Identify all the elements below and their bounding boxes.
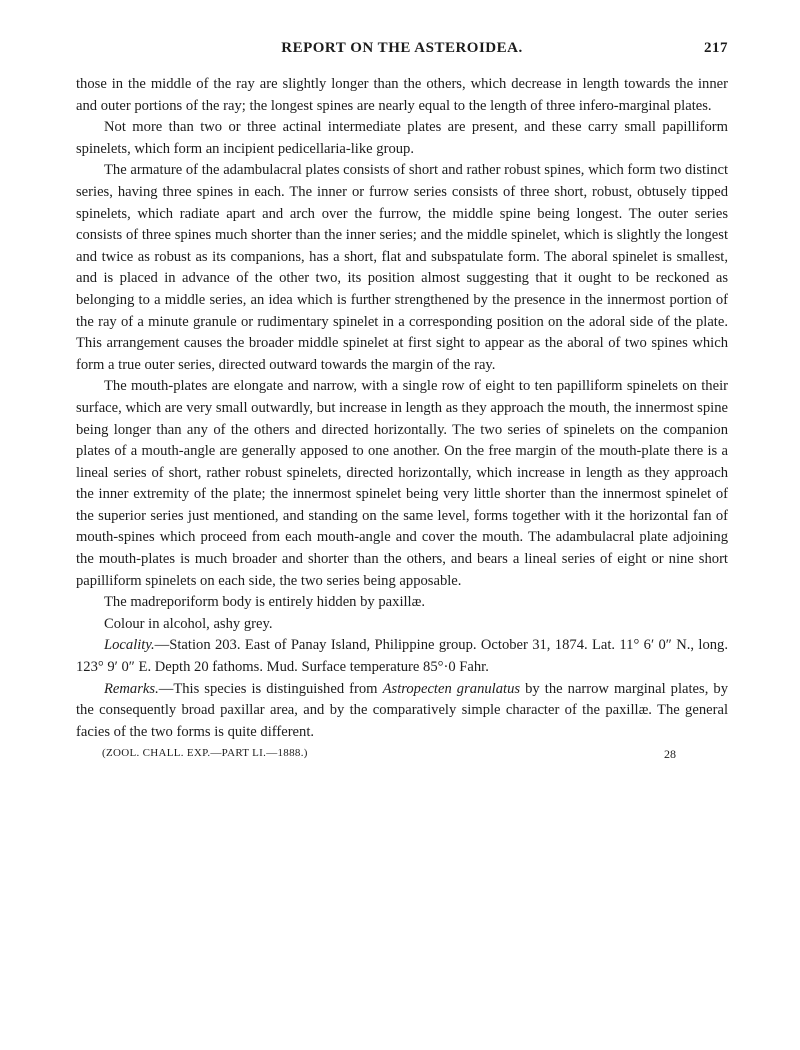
paragraph-continuation: those in the middle of the ray are slightly longer than the others, which decrease in length towards the inner and outer portions of the ray; the longest spines are nearly equal to the length of three infero-marginal plates.: [76, 76, 728, 114]
remarks-heading: Remarks.: [104, 680, 159, 697]
page-number: 217: [704, 40, 728, 56]
page: [76, 34, 728, 765]
paragraph-madreporiform: The madreporiform body is entirely hidden by paxillæ.: [104, 594, 425, 611]
paragraph-remarks: [76, 679, 728, 744]
paragraph-adambulacral-armature: The armature of the adambulacral plates consists of short and rather robust spines, which form two distinct series, having three spines in each. The inner or furrow series consists of three short, robust, obtusely tipped spinelets, which radiate apart and arch over the furrow, the middle spine being longest. The outer series consists of three spines much shorter than the inner series; and the middle spinelet, which is slightly the longest and twice as robust as its companions, has a short, flat and subspatulate form. The aboral spinelet is smallest, and is placed in advance of the other two, its position almost suggesting that it ought to be reckoned as belonging to a middle series, an idea which is further strengthened by the presence in the innermost portion of the ray of a minute granule or rudimentary spinelet in a corresponding position on the adoral side of the plate. This arrangement causes the broader middle spinelet at first sight to appear as the aboral of two spines which form a true outer series, directed outward towards the margin of the ray.: [76, 162, 728, 373]
paragraph-locality: [76, 635, 728, 678]
signature-mark: 28: [664, 747, 676, 762]
remarks-text-after: by the narrow marginal plates, by the consequently broad paxillar area, and by the comparatively simple character of the paxillæ. The general facies of the two forms is quite different.: [76, 680, 729, 740]
footer: [76, 745, 728, 765]
locality-text: —Station 203. East of Panay Island, Philippine group. October 31, 1874. Lat. 11° 6′ 0″ N., long. 123° 9′ 0″ E. Depth 20 fathoms. Mud. Surface temperature 85°·0 Fahr.: [76, 637, 728, 676]
locality-heading: Locality.: [104, 637, 155, 654]
paragraph-colour: Colour in alcohol, ashy grey.: [104, 615, 273, 632]
species-name: Astropecten granulatus: [382, 680, 521, 697]
body-text: [76, 74, 728, 743]
paragraph-mouth-plates: The mouth-plates are elongate and narrow, with a single row of eight to ten papilliform spinelets on their surface, which are very small outwardly, but increase in length as they approach the mouth, the innermost spine being longer than any of the others and directed horizontally. The two series of spinelets on the companion plates of a mouth-angle are generally apposed to one another. On the free margin of the mouth-plate there is a lineal series of short, rather robust spinelets, directed horizontally, which increase in length as they approach the inner extremity of the plate; the innermost spinelet being very little shorter than the innermost spinelet of the superior series just mentioned, and standing on the same level, forms together with it the horizontal fan of mouth-spines which proceed from each mouth-angle and cover the mouth. The adambulacral plate adjoining the mouth-plates is much broader and shorter than the others, and bears a lineal series of eight or nine short papilliform spinelets on each side, the two series being apposable.: [76, 378, 728, 589]
paragraph-actinal-plates: Not more than two or three actinal intermediate plates are present, and these carry small papilliform spinelets, which form an incipient pedicellaria-like group.: [76, 119, 728, 157]
running-title: REPORT ON THE ASTEROIDEA.: [281, 40, 523, 56]
remarks-text: —This species is distinguished from: [158, 680, 378, 697]
running-head: [76, 34, 728, 60]
publication-note: (ZOOL. CHALL. EXP.—PART LI.—1888.): [102, 747, 308, 760]
